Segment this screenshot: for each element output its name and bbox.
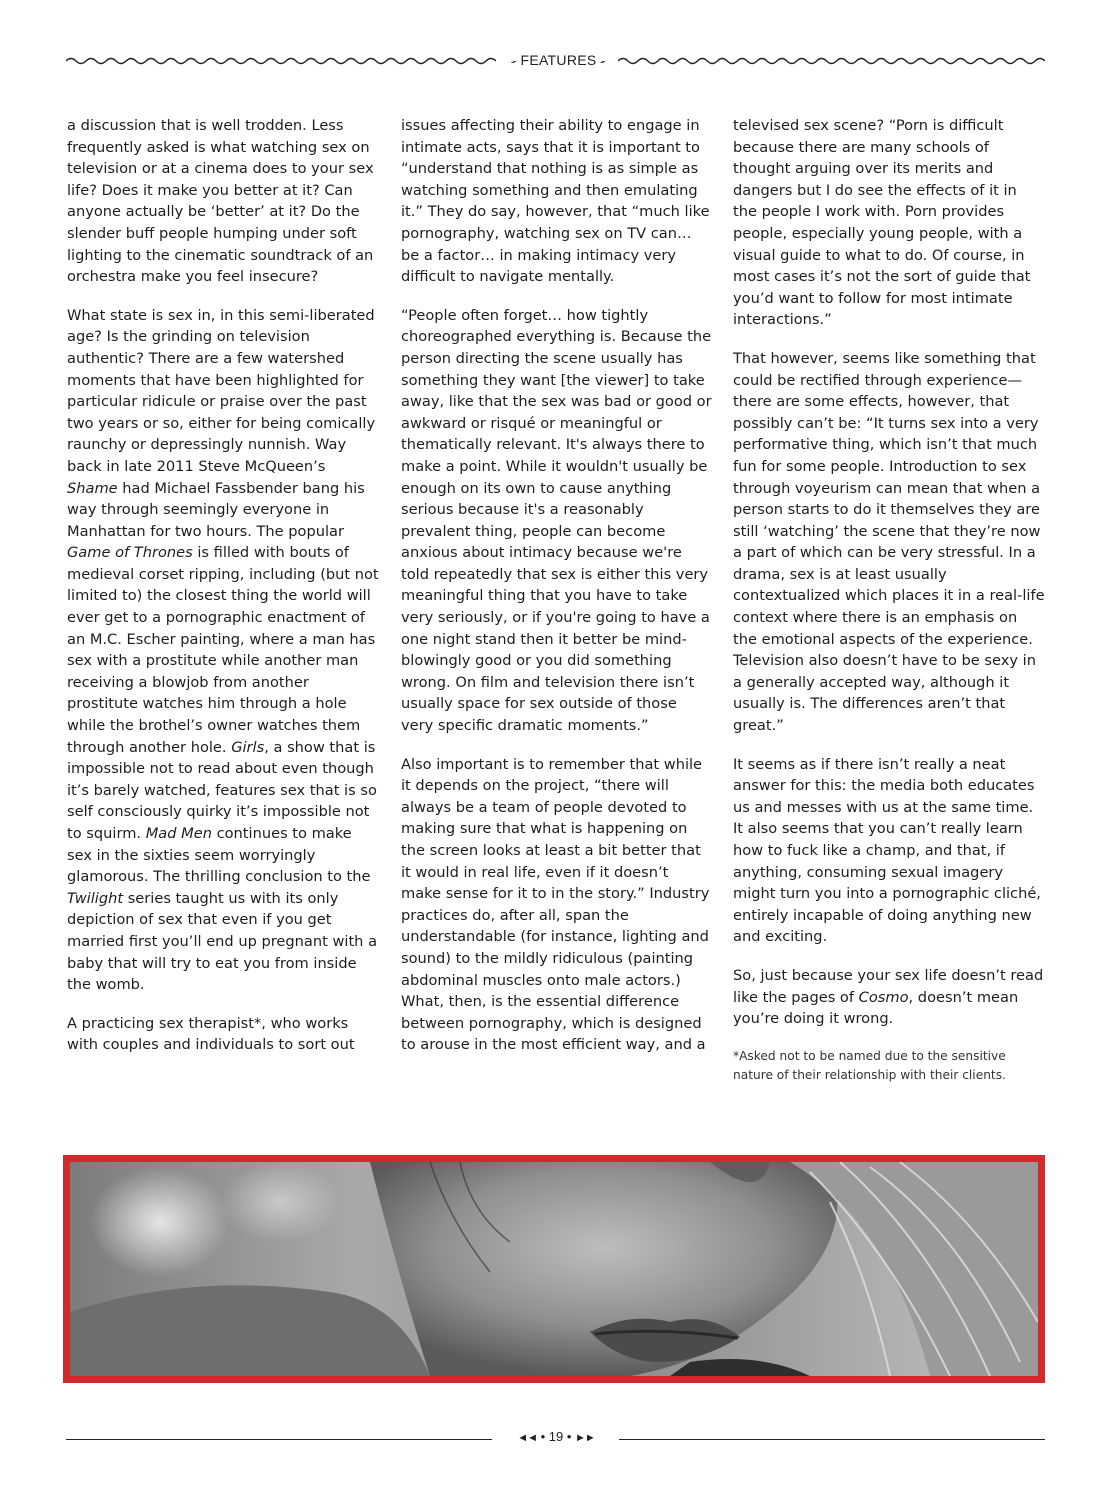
article-column-3	[733, 115, 1045, 1102]
lightning-bolt-icon: ⌁	[597, 56, 608, 69]
article-column-1	[67, 115, 379, 1073]
header-wave-rule-right	[618, 53, 1045, 69]
footer-rule-left	[66, 1439, 492, 1440]
footer-rule-right	[619, 1439, 1045, 1440]
paragraph: What state is sex in, in this semi-liberated age? Is the grinding on television authentic? There are a few watershed moments that have been highlighted for particular ridicule or praise over the past two years or so, either for being comically raunchy or depressingly nunnish. Way back in late 2011 Steve McQueen’s Shame had Michael Fassbender bang his way through seemingly everyone in Manhattan for two hours. The popular Game of Thrones is filled with bouts of medieval corset ripping, including (but not limited to) the closest thing the world will ever get to a pornographic enactment of an M.C. Escher painting, where a man has sex with a prostitute while another man receiving a blowjob from another prostitute watches him through a hole while the brothel’s owner watches them through another hole. Girls, a show that is impossible not to read about even though it’s barely watched, features sex that is so self consciously quirky it’s impossible not to squirm. Mad Men continues to make sex in the sixties seem worryingly glamorous. The thrilling conclusion to the Twilight series taught us with its only depiction of sex that even if you get married first you’ll end up pregnant with a baby that will try to eat you from inside the womb.	[67, 306, 379, 994]
paragraph: televised sex scene? “Porn is difficult because there are many schools of thought arguing over its merits and dangers but I do see the effects of it in the people I work with. Porn provides people, especially young people, with a visual guide to what to do. Of course, in most cases it’s not the sort of guide that you’d want to follow for most intimate interactions.”	[733, 117, 1031, 329]
paragraph: That however, seems like something that could be rectified through experience—there are some effects, however, that possibly can’t be: “It turns sex into a very performative thing, which isn’t that much fun for some people. Introduction to sex through voyeurism can mean that when a person starts to do it themselves they are still ‘watching’ the scene that they’re now a part of which can be very stressful. In a drama, sex is at least usually contextualized which places it in a real-life context where there is an emphasis on the emotional aspects of the experience. Television also doesn’t have to be sexy in a generally accepted way, although it usually is. The differences aren’t that great.”	[733, 349, 1045, 735]
title-game-of-thrones: Game of Thrones	[67, 544, 193, 562]
paragraph: a discussion that is well trodden. Less frequently asked is what watching sex on television or at a cinema does to your sex life? Does it make you better at it? Can anyone actually be ‘better’ at it? Do the slender buff people humping under soft lighting to the cinematic soundtrack of an orchestra make you feel insecure?	[67, 117, 374, 286]
paragraph: “People often forget… how tightly choreographed everything is. Because the person directing the scene usually has something they want [the viewer] to take away, like that the sex was bad or good or awkward or risqué or meaningful or thematically relevant. It's always there to make a point. While it wouldn't usually be enough on its own to cause anything serious because it's a reasonably prevalent thing, people can become anxious about intimacy because we're told repeatedly that sex is either this very meaningful thing that you have to take very seriously, or if you're going to have a one night stand then it better be mind-blowingly good or you did something wrong. On film and television there isn’t usually space for sex outside of those very specific dramatic moments.”	[401, 306, 712, 735]
photo-illustration	[70, 1162, 1038, 1376]
paragraph: It seems as if there isn’t really a neat answer for this: the media both educates us and messes with us at the same time. It also seems that you can’t really learn how to fuck like a champ, and that, if anything, consuming sexual imagery might turn you into a pornographic cliché, entirely incapable of doing anything new and exciting.	[733, 755, 1041, 946]
page-number	[498, 1429, 614, 1444]
section-label	[501, 52, 616, 68]
title-twilight: Twilight	[67, 889, 124, 907]
page-footer	[66, 1428, 1045, 1450]
lightning-bolt-icon: ⌁	[509, 56, 520, 69]
title-shame: Shame	[67, 479, 118, 497]
paragraph: So, just because your sex life doesn’t read like the pages of Cosmo, doesn’t mean you’re doing it wrong.	[733, 966, 1044, 1028]
next-arrows-icon: ►►	[575, 1432, 595, 1444]
section-title: FEATURES	[520, 52, 597, 68]
page-number-text: • 19 •	[540, 1429, 572, 1444]
page-header	[66, 48, 1045, 74]
title-mad-men: Mad Men	[145, 825, 212, 842]
article-column-2	[401, 115, 713, 1073]
title-girls: Girls	[231, 738, 265, 756]
header-wave-rule-left	[66, 53, 496, 69]
paragraph: issues affecting their ability to engage in intimate acts, says that it is important to “understand that nothing is as simple as watching something and then emulating it.” They do say, however, that “much like pornography, watching sex on TV can… be a factor… in making intimacy very difficult to navigate mentally.	[401, 117, 710, 286]
footnote: *Asked not to be named due to the sensitive nature of their relationship with their clients.	[733, 1048, 1006, 1082]
feature-photo	[63, 1155, 1045, 1383]
paragraph: A practicing sex therapist*, who works with couples and individuals to sort out	[67, 1014, 355, 1054]
paragraph: Also important is to remember that while it depends on the project, “there will always be a team of people devoted to making sure that what is happening on the screen looks at least a bit better that it would in real life, even if it doesn’t make sense for it to in the story.” Industry practices do, after all, span the understandable (for instance, lighting and sound) to the mildly ridiculous (painting abdominal muscles onto male actors.) What, then, is the essential difference between pornography, which is designed to arouse in the most efficient way, and a	[401, 755, 710, 1054]
previous-arrows-icon: ◄◄	[517, 1432, 537, 1444]
title-cosmo: Cosmo	[858, 988, 909, 1006]
